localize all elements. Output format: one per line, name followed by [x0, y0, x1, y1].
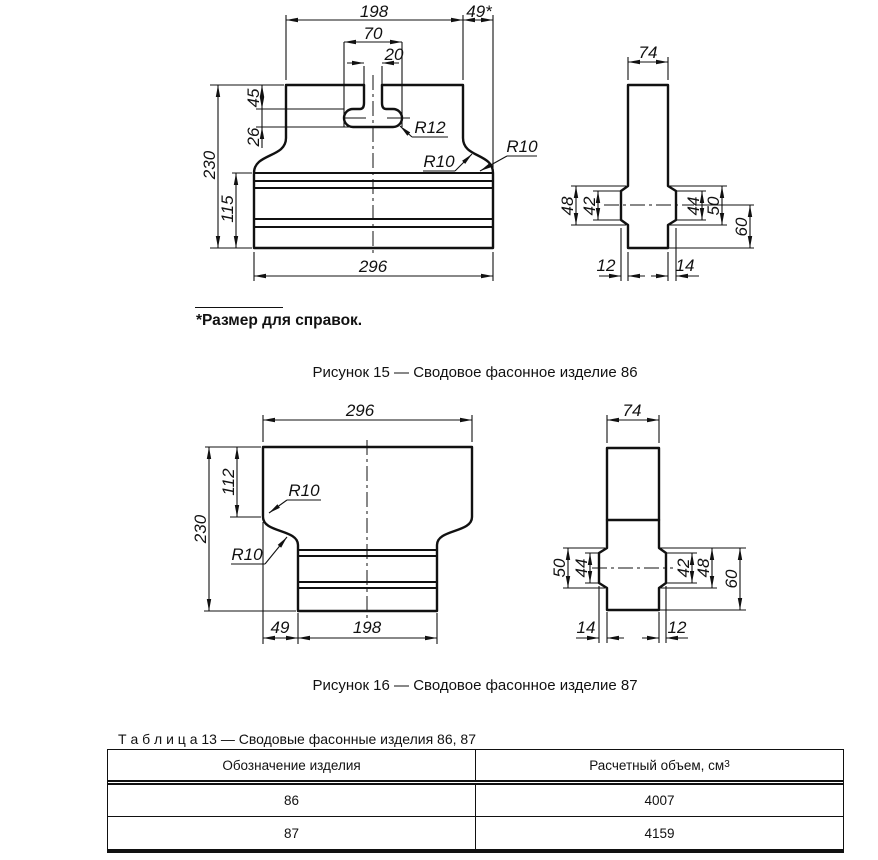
fig16-front-view — [191, 401, 472, 644]
figure15-caption: Рисунок 15 — Сводовое фасонное изделие 86 — [312, 364, 638, 381]
figure16-caption: Рисунок 16 — Сводовое фасонное изделие 87 — [312, 677, 638, 694]
fig16-radius-r10-lower: R10 — [231, 545, 263, 564]
fig16-radius-r10-upper: R10 — [288, 481, 320, 500]
footnote-reference-size: *Размер для справок. — [196, 312, 363, 329]
fig15-dim-26: 26 — [244, 127, 263, 147]
table-cell-volume-86: 4007 — [644, 793, 675, 808]
fig15-side-profile — [621, 85, 676, 248]
fig15-dim-49ref: 49* — [466, 2, 492, 21]
fig16-dim-50: 50 — [550, 558, 569, 578]
fig16-dim-74: 74 — [622, 401, 642, 420]
fig16-dim-112: 112 — [219, 468, 238, 496]
fig16-dim-14: 14 — [576, 618, 596, 637]
fig15-dim-45: 45 — [244, 88, 263, 108]
table-title: Т а б л и ц а 13 — Сводовые фасонные изделия 86, 87 — [118, 731, 476, 747]
fig15-dim-296: 296 — [358, 257, 388, 276]
fig15-radius-r10-left: R10 — [423, 152, 455, 171]
fig15-dim-44: 44 — [684, 196, 703, 216]
fig16-dim-198: 198 — [352, 618, 382, 637]
fig15-dim-60: 60 — [732, 217, 751, 237]
table-cell-id-87: 87 — [108, 817, 476, 849]
fig15-dim-50: 50 — [704, 196, 723, 216]
fig16-dim-12: 12 — [667, 618, 687, 637]
fig15-dim-48: 48 — [558, 196, 577, 216]
table-header-volume-text: Расчетный объем, см — [589, 757, 725, 773]
table-header-designation: Обозначение изделия — [108, 750, 476, 780]
table-row — [108, 785, 843, 817]
fig15-side-view — [558, 43, 754, 281]
table-row — [108, 817, 843, 849]
fig15-dim-115: 115 — [218, 195, 237, 223]
fig16-side-view — [550, 401, 746, 643]
fig16-dim-296: 296 — [345, 401, 375, 420]
table-header-volume: Расчетный объем, см 3 — [589, 757, 730, 773]
fig16-dim-49: 49 — [270, 618, 290, 637]
fig16-dim-60: 60 — [722, 569, 741, 589]
fig15-front-view — [200, 2, 538, 281]
fig15-dim-14: 14 — [675, 256, 695, 275]
fig15-dim-42: 42 — [580, 196, 599, 216]
fig15-dim-230: 230 — [200, 150, 219, 180]
fig15-radius-r12: R12 — [414, 118, 446, 137]
table-cell-volume-87: 4159 — [644, 825, 675, 841]
footnote-rule — [195, 307, 283, 308]
fig16-dim-48: 48 — [694, 558, 713, 578]
fig15-dim-20: 20 — [384, 45, 404, 64]
fig15-radius-r10-right: R10 — [506, 137, 538, 156]
fig16-dim-230: 230 — [191, 514, 210, 544]
fig16-dim-42: 42 — [674, 558, 693, 578]
fig16-dim-44: 44 — [572, 558, 591, 578]
fig15-dim-70: 70 — [363, 24, 383, 43]
table-13 — [107, 749, 844, 853]
fig15-dim-12: 12 — [596, 256, 616, 275]
table-cell-id-86: 86 — [108, 785, 476, 816]
table-header-row — [108, 750, 843, 785]
fig16-side-profile — [599, 448, 666, 610]
fig15-dim-74: 74 — [638, 43, 658, 62]
fig15-dim-198: 198 — [359, 2, 389, 21]
